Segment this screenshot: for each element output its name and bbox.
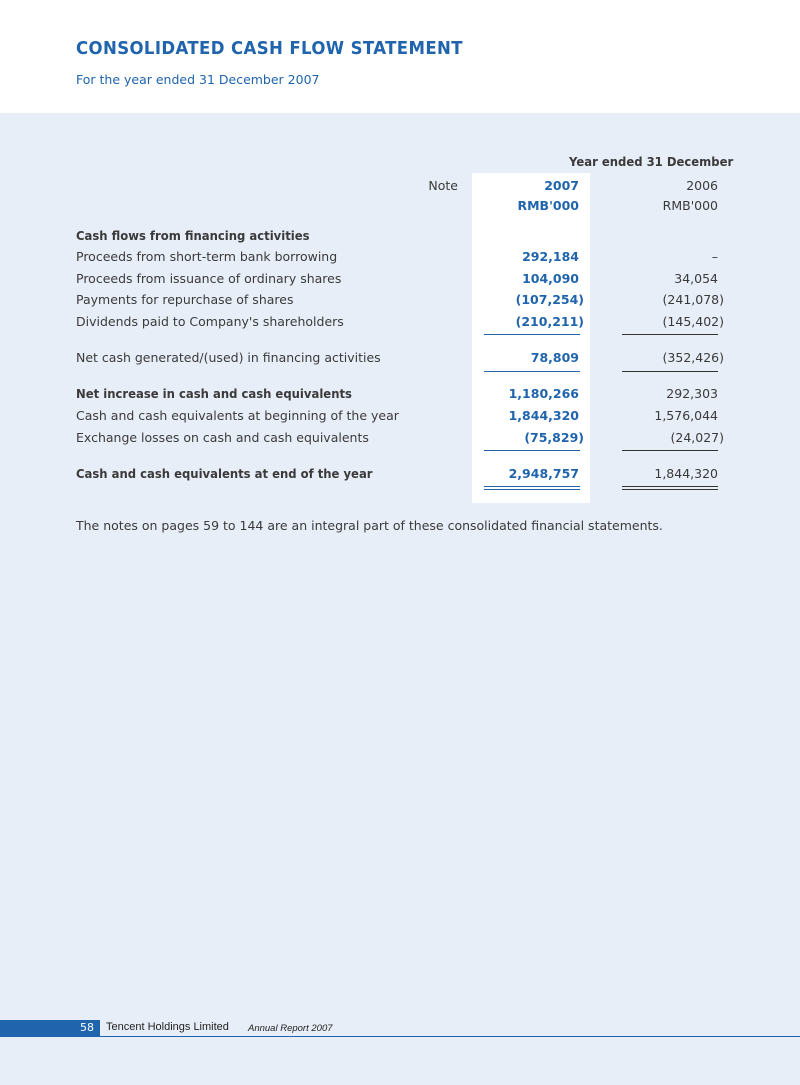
section-heading: Cash flows from financing activities xyxy=(76,228,310,243)
row-value-2006: – xyxy=(711,249,718,264)
row-value-2006: 1,576,044 xyxy=(654,408,718,423)
row-label: Cash and cash equivalents at beginning of the year xyxy=(76,408,399,423)
page-header xyxy=(0,0,800,113)
row-label: Proceeds from short-term bank borrowing xyxy=(76,249,338,264)
row-label: Net cash generated/(used) in financing activities xyxy=(76,350,381,365)
unit-2007-header: RMB'000 xyxy=(517,198,579,213)
row-value-2007: 104,090 xyxy=(522,271,579,286)
row-value-2007: (107,254) xyxy=(515,292,584,307)
row-value-2006: (241,078) xyxy=(662,292,724,307)
row-label: Payments for repurchase of shares xyxy=(76,292,294,307)
group-header: Year ended 31 December xyxy=(569,154,734,169)
row-value-2007: 1,180,266 xyxy=(508,386,579,401)
row-value-2006: (145,402) xyxy=(662,314,724,329)
page-subtitle: For the year ended 31 December 2007 xyxy=(76,72,320,87)
year-2007-header: 2007 xyxy=(544,178,579,193)
grand-total-rule-2006-top xyxy=(622,486,718,487)
unit-2006-header: RMB'000 xyxy=(662,198,718,213)
note-header: Note xyxy=(428,178,458,193)
footnote: The notes on pages 59 to 144 are an integral part of these consolidated financial statements. xyxy=(76,518,663,533)
row-value-2007: 1,844,320 xyxy=(508,408,579,423)
row-value-2006: (24,027) xyxy=(670,430,724,445)
row-value-2006: 1,844,320 xyxy=(654,466,718,481)
grand-total-rule-2007-top xyxy=(484,486,580,487)
footer-report: Annual Report 2007 xyxy=(248,1023,333,1034)
row-value-2007: 2,948,757 xyxy=(508,466,579,481)
subtotal-rule-2007 xyxy=(484,450,580,451)
year-2006-header: 2006 xyxy=(686,178,718,193)
total-rule-2006 xyxy=(622,371,718,372)
subtotal-rule-2006 xyxy=(622,450,718,451)
row-value-2006: (352,426) xyxy=(662,350,724,365)
row-value-2006: 34,054 xyxy=(674,271,718,286)
grand-total-rule-2007-bottom xyxy=(484,489,580,490)
page-title: CONSOLIDATED CASH FLOW STATEMENT xyxy=(76,38,463,59)
subtotal-rule-2006 xyxy=(622,334,718,335)
grand-total-rule-2006-bottom xyxy=(622,489,718,490)
row-value-2007: (75,829) xyxy=(524,430,584,445)
row-value-2007: 292,184 xyxy=(522,249,579,264)
row-value-2007: 78,809 xyxy=(530,350,579,365)
row-label: Proceeds from issuance of ordinary shares xyxy=(76,271,342,286)
row-value-2007: (210,211) xyxy=(515,314,584,329)
row-label: Exchange losses on cash and cash equivalents xyxy=(76,430,369,445)
row-label: Cash and cash equivalents at end of the year xyxy=(76,466,373,481)
row-label: Net increase in cash and cash equivalents xyxy=(76,386,352,401)
page-number: 58 xyxy=(80,1021,94,1034)
total-rule-2007 xyxy=(484,371,580,372)
subtotal-rule-2007 xyxy=(484,334,580,335)
row-label: Dividends paid to Company's shareholders xyxy=(76,314,344,329)
row-value-2006: 292,303 xyxy=(666,386,718,401)
highlight-column-2007 xyxy=(472,173,590,503)
footer-line xyxy=(0,1036,800,1037)
footer-company: Tencent Holdings Limited xyxy=(106,1021,229,1033)
